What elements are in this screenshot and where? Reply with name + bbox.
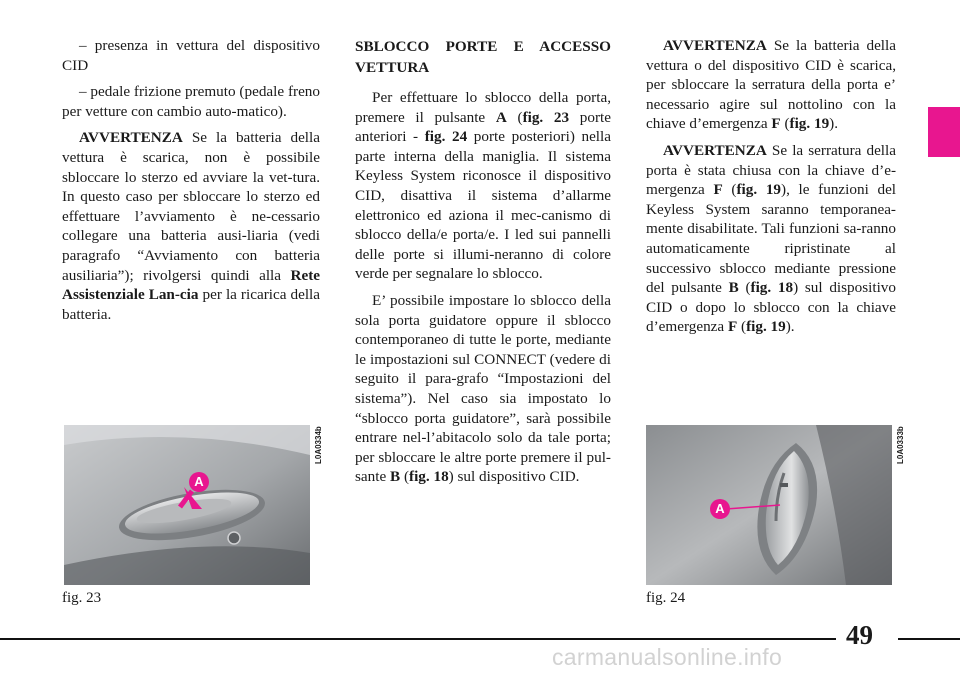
warning-label: AVVERTENZA [663,141,767,159]
warning-label: AVVERTENZA [663,37,767,54]
door-handle-rear-illustration [646,425,892,585]
section-tab [928,107,960,157]
paragraph: – pedale frizione premuto (pedale freno per vetture con cambio auto-matico). [62,83,320,120]
figure-caption: fig. 24 [646,590,686,606]
footer-rule [898,638,960,640]
door-handle-front-illustration [64,425,310,585]
watermark: carmanualsonline.info [552,644,783,670]
section-heading: SBLOCCO PORTE E ACCESSO VETTURA [355,38,611,76]
figure-24-image [646,425,892,585]
warning-paragraph: AVVERTENZA Se la batteria della vettura è scarica, non è possibile sbloccare lo sterzo ed avviare la vet-tura. In questo caso per sbloccare lo sterzo ed effettuare l’avviamento è ne-cessario collegare una batteria ausi-liaria (vedi paragrafo “Avviamento con batteria ausiliaria”); rivolgersi quindi alla Rete Assistenziale Lan-cia per la ricarica della batteria. [62,129,320,323]
paragraph: Per effettuare lo sblocco della porta, premere il pulsante A (fig. 23 porte anteriori - fig. 24 porte posteriori) nella parte interna della maniglia. Il sistema Keyless System riconosce il dispositivo CID, disattiva il sistema d’allarme elettronico ed aziona il mec-canismo di sblocco della/e porta/e. I led sui pannelli delle porte si illumi-neranno di colore verde per segnalare lo sblocco. [355,89,611,283]
paragraph: E’ possibile impostare lo sblocco della sola porta guidatore oppure il sblocco contemporaneo di tutte le porte, mediante le impostazioni sul CONNECT (vedere di seguito il para-grafo “Impostazioni del sistema”). Nel caso sia impostato lo “sblocco porta guidatore”, sarà possibile entrare nel-l’abitacolo solo da tale porta; per sbloccare le altre porte premere il pul-sante B (fig. 18) sul dispositivo CID. [355,291,611,486]
warning-label: AVVERTENZA [79,129,183,147]
warning-paragraph: AVVERTENZA Se la serratura della porta è stata chiusa con la chiave d’e-mergenza F (fig. 19), le funzioni del Keyless System saranno temporanea-mente disabilitate. Tali funzioni sa-ranno automaticamente ripristinate al successivo sblocco mediante pressione del pulsante B (fig. 18) sul dispositivo CID o dopo lo sblocco con la chiave d’emergenza F (fig. 19). [646,141,897,336]
figure-caption: fig. 23 [62,590,102,606]
figure-23-image [64,425,310,585]
warning-paragraph: AVVERTENZA Se la batteria della vettura o del dispositivo CID è scarica, per sbloccare la serratura della porta e’ necessario agire sul nottolino con la chiave d’emergenza F (fig. 19). [646,37,896,133]
page-number: 49 [846,620,873,650]
figure-code: L0A0333b [896,426,905,464]
marker-a: A [189,472,209,492]
footer-rule [0,638,836,640]
figure-code: L0A0334b [314,426,323,464]
text-column-2 [355,36,611,494]
dealer-network-link-text: Rete Assistenziale Lan-cia [62,266,320,304]
text-column-1 [62,36,320,331]
text-column-3 [646,36,896,344]
paragraph: – presenza in vettura del dispositivo CID [62,37,320,74]
marker-a: A [710,499,730,519]
